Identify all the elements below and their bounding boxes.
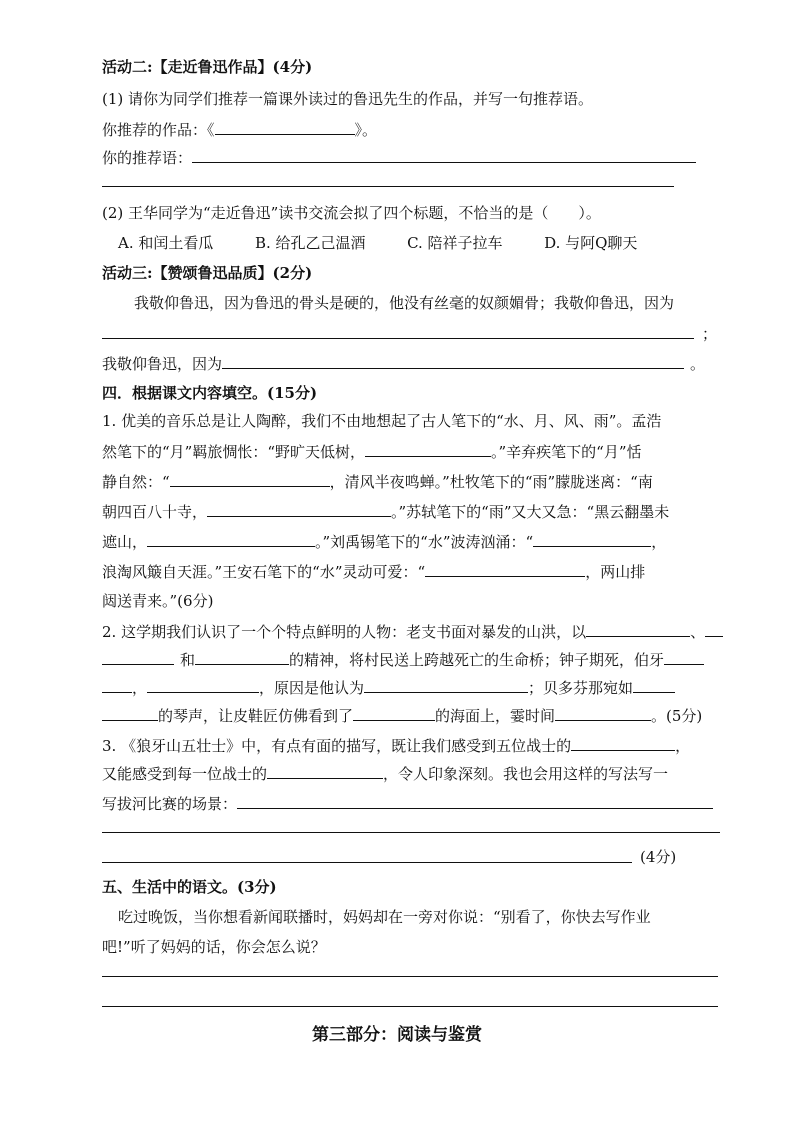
char-blank-3[interactable]: [195, 648, 289, 665]
recommend-work-line: [102, 118, 377, 141]
poem-blank-3[interactable]: [207, 500, 391, 517]
s4q1-line4: [102, 500, 669, 523]
activity3-line3: [102, 352, 705, 375]
text: 、: [690, 623, 706, 641]
poem-blank-1[interactable]: [365, 440, 491, 457]
part3-heading: 第三部分：阅读与鉴赏: [312, 1025, 482, 1045]
tug-war-blank-1[interactable]: [237, 792, 713, 809]
poem-blank-2[interactable]: [170, 470, 330, 487]
s4q3-line1: [102, 734, 690, 757]
char-blank-4b[interactable]: [102, 676, 132, 693]
activity2-title: 活动二:【走近鲁迅作品】(4分): [102, 58, 313, 76]
char-blank-1[interactable]: [586, 620, 690, 637]
poem-blank-6[interactable]: [425, 560, 585, 577]
text: ，: [132, 679, 148, 697]
text: 的精神，将村民送上跨越死亡的生命桥；钟子期死，伯牙: [289, 651, 665, 669]
rec-blank-line-2[interactable]: [102, 186, 674, 187]
text: 静自然：“: [102, 473, 170, 491]
q2-options: [118, 232, 637, 254]
text: 2. 这学期我们认识了一个个特点鲜明的人物：老支书面对暴发的山洪，以: [102, 623, 587, 641]
admire-blank-2[interactable]: [222, 352, 684, 369]
answer-line-1[interactable]: [102, 976, 718, 977]
rec-label: 你的推荐语：: [102, 149, 193, 167]
activity2-q1: (1) 请你为同学们推荐一篇课外读过的鲁迅先生的作品，并写一句推荐语。: [102, 90, 594, 108]
rec-blank[interactable]: [192, 146, 696, 163]
s4q1-line1: 1. 优美的音乐总是让人陶醉，我们不由地想起了古人笔下的“水、月、风、雨”。孟浩: [102, 412, 662, 430]
work-blank[interactable]: [215, 118, 355, 135]
s4q2-line4: [102, 704, 702, 727]
text: 又能感受到每一位战士的: [102, 765, 268, 783]
s4q1-line5: [102, 530, 666, 553]
tug-war-blank-2[interactable]: [102, 832, 720, 833]
text: 写拔河比赛的场景：: [102, 795, 238, 813]
char-blank-9[interactable]: [555, 704, 651, 721]
section5-title: 五、生活中的语文。(3分): [102, 878, 277, 896]
text: 。”苏轼笔下的“雨”又大又急：“黑云翻墨未: [391, 503, 670, 521]
s4q2-line2: [102, 648, 704, 671]
activity3-line1: 我敬仰鲁迅，因为鲁迅的骨头是硬的，他没有丝毫的奴颜媚骨；我敬仰鲁迅，因为: [134, 294, 675, 312]
text: 的琴声，让皮鞋匠仿佛看到了: [158, 707, 354, 725]
text: 。”辛弃疾笔下的“月”恬: [491, 443, 642, 461]
activity2-q2: (2) 王华同学为“走近鲁迅”读书交流会拟了四个标题，不恰当的是（ ）。: [102, 204, 601, 222]
text: 遮山，: [102, 533, 148, 551]
activity3-title: 活动三:【赞颂鲁迅品质】(2分): [102, 264, 313, 282]
option-b[interactable]: B. 给孔乙己温酒: [254, 234, 366, 252]
char-blank-8[interactable]: [353, 704, 435, 721]
text: 浪淘风簸自天涯。”王安石笔下的“水”灵动可爱：“: [102, 563, 426, 581]
char-blank-5[interactable]: [147, 676, 259, 693]
text: 然笔下的“月”羁旅惆怅：“野旷天低树，: [102, 443, 366, 461]
text: 和: [180, 651, 196, 669]
poem-blank-5[interactable]: [533, 530, 651, 547]
answer-line-2[interactable]: [102, 1006, 718, 1007]
text: ，原因是他认为: [259, 679, 365, 697]
char-blank-7a[interactable]: [633, 676, 675, 693]
work-end: 》。: [354, 121, 378, 139]
section5-line2: 吧!”听了妈妈的话，你会怎么说？: [102, 938, 326, 956]
text: ，两山排: [585, 563, 646, 581]
s4q3-score: (4分): [640, 848, 677, 866]
s4q1-line6: [102, 560, 645, 583]
text: 的海面上，霎时间: [435, 707, 556, 725]
s4q3-line2: [102, 762, 668, 785]
text: ，: [675, 737, 691, 755]
tug-war-blank-3[interactable]: [102, 862, 632, 863]
char-blank-2b[interactable]: [102, 648, 174, 665]
s4q1-line7: 闼送青来。”(6分): [102, 592, 214, 610]
s4q1-line2: [102, 440, 642, 463]
admire-label: 我敬仰鲁迅，因为: [102, 355, 223, 373]
text: ，令人印象深刻。我也会用这样的写法写一: [383, 765, 669, 783]
section4-title: 四．根据课文内容填空。(15分): [102, 384, 318, 402]
text: ，清风半夜鸣蝉。”杜牧笔下的“雨”朦胧迷离：“南: [329, 473, 653, 491]
s4q1-line3: [102, 470, 653, 493]
text: 朝四百八十寺，: [102, 503, 208, 521]
text: 。”刘禹锡笔下的“水”波涛汹涌：“: [315, 533, 534, 551]
section5-line1: 吃过晚饭，当你想看新闻联播时，妈妈却在一旁对你说：“别看了，你快去写作业: [118, 908, 651, 926]
period: 。: [690, 355, 706, 373]
char-blank-6[interactable]: [364, 676, 528, 693]
s4q2-line3: [102, 676, 675, 699]
text: ，: [651, 533, 667, 551]
wolf-blank-2[interactable]: [267, 762, 383, 779]
s4q2-line1: [102, 620, 723, 643]
admire-blank-1[interactable]: [102, 322, 694, 339]
char-blank-7b[interactable]: [102, 704, 158, 721]
poem-blank-4[interactable]: [147, 530, 315, 547]
char-blank-4a[interactable]: [664, 648, 704, 665]
semicolon: ；: [702, 325, 718, 343]
recommend-text-line: [102, 146, 696, 169]
s4q3-line3: [102, 792, 713, 815]
option-d[interactable]: D. 与阿Q聊天: [544, 234, 638, 252]
option-c[interactable]: C. 陪祥子拉车: [407, 234, 503, 252]
text: ；贝多芬那宛如: [528, 679, 634, 697]
option-a[interactable]: A. 和闰土看瓜: [118, 234, 214, 252]
char-blank-2a[interactable]: [705, 620, 723, 637]
wolf-blank-1[interactable]: [571, 734, 675, 751]
activity3-line2: [102, 322, 717, 345]
text: 。(5分): [651, 707, 703, 725]
work-label: 你推荐的作品：《: [102, 121, 215, 139]
text: 3. 《狼牙山五壮士》中，有点有面的描写，既让我们感受到五位战士的: [102, 737, 572, 755]
